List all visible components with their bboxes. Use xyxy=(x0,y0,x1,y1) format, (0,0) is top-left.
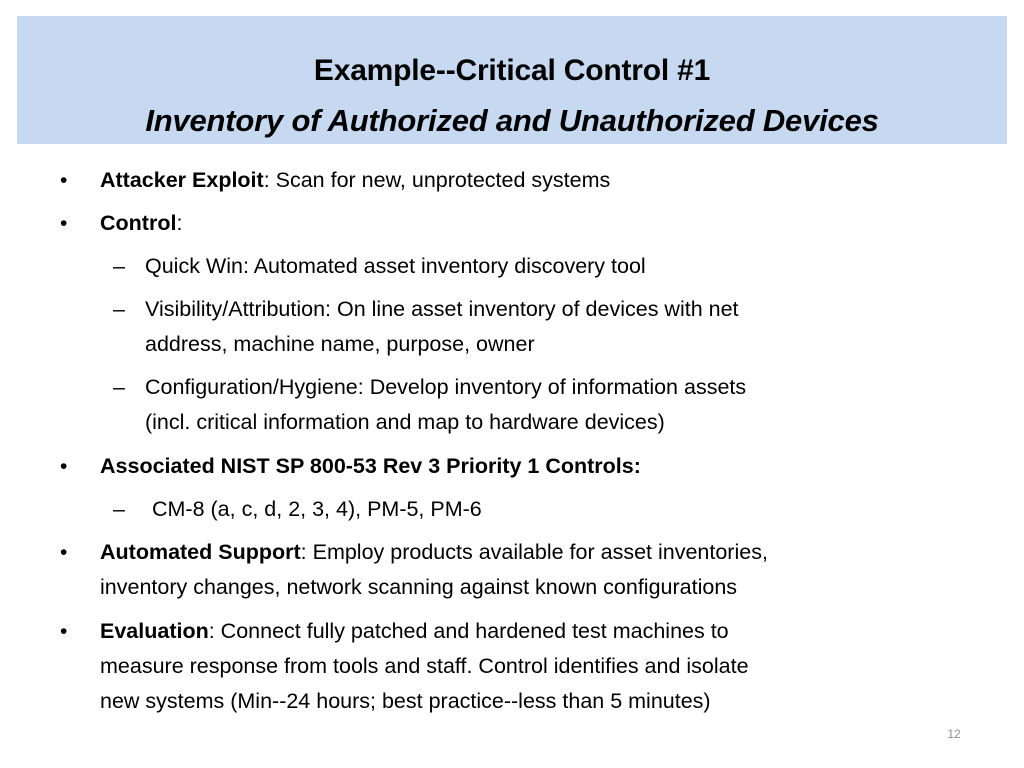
bullet-text: : xyxy=(176,211,183,235)
bullet-automated-support-line2: inventory changes, network scanning against known configurations xyxy=(100,575,738,599)
bullet-label: Attacker Exploit xyxy=(100,168,264,192)
bullet-evaluation-line3: new systems (Min--24 hours; best practice--less than 5 minutes) xyxy=(100,689,711,713)
bullet-marker: • xyxy=(60,455,68,478)
bullet-marker: • xyxy=(60,212,68,235)
bullet-evaluation-line1 xyxy=(100,614,729,649)
sub-bullet-configuration-line2: (incl. critical information and map to hardware devices) xyxy=(145,410,665,434)
sub-bullet-visibility-line2: address, machine name, purpose, owner xyxy=(145,332,535,356)
bullet-control xyxy=(100,206,182,241)
bullet-label: Automated Support xyxy=(100,540,301,564)
bullet-marker: • xyxy=(60,541,68,564)
dash-marker: – xyxy=(113,297,125,321)
dash-marker: – xyxy=(113,375,125,399)
bullet-marker: • xyxy=(60,620,68,643)
bullet-evaluation-line2: measure response from tools and staff. Control identifies and isolate xyxy=(100,654,749,678)
bullet-nist-controls: Associated NIST SP 800-53 Rev 3 Priority 1 Controls: xyxy=(100,454,641,478)
slide-title: Example--Critical Control #1 xyxy=(313,54,711,87)
dash-marker: – xyxy=(113,497,125,521)
bullet-text: : Connect fully patched and hardened test machines to xyxy=(208,619,729,643)
dash-marker: – xyxy=(113,254,125,278)
bullet-attacker-exploit xyxy=(100,163,610,198)
bullet-text: : Employ products available for asset inventories, xyxy=(300,540,768,564)
bullet-label: Evaluation xyxy=(100,619,209,643)
bullet-marker: • xyxy=(60,169,68,192)
bullet-text: : Scan for new, unprotected systems xyxy=(263,168,611,192)
bullet-label: Control xyxy=(100,211,177,235)
page-number: 12 xyxy=(947,727,961,741)
sub-bullet-cm8: CM-8 (a, c, d, 2, 3, 4), PM-5, PM-6 xyxy=(152,497,482,521)
sub-bullet-visibility-line1: Visibility/Attribution: On line asset inventory of devices with net xyxy=(145,297,739,321)
bullet-automated-support-line1 xyxy=(100,535,768,570)
slide-subtitle: Inventory of Authorized and Unauthorized Devices xyxy=(145,103,879,138)
sub-bullet-quick-win: Quick Win: Automated asset inventory discovery tool xyxy=(145,254,646,278)
sub-bullet-configuration-line1: Configuration/Hygiene: Develop inventory of information assets xyxy=(145,375,747,399)
